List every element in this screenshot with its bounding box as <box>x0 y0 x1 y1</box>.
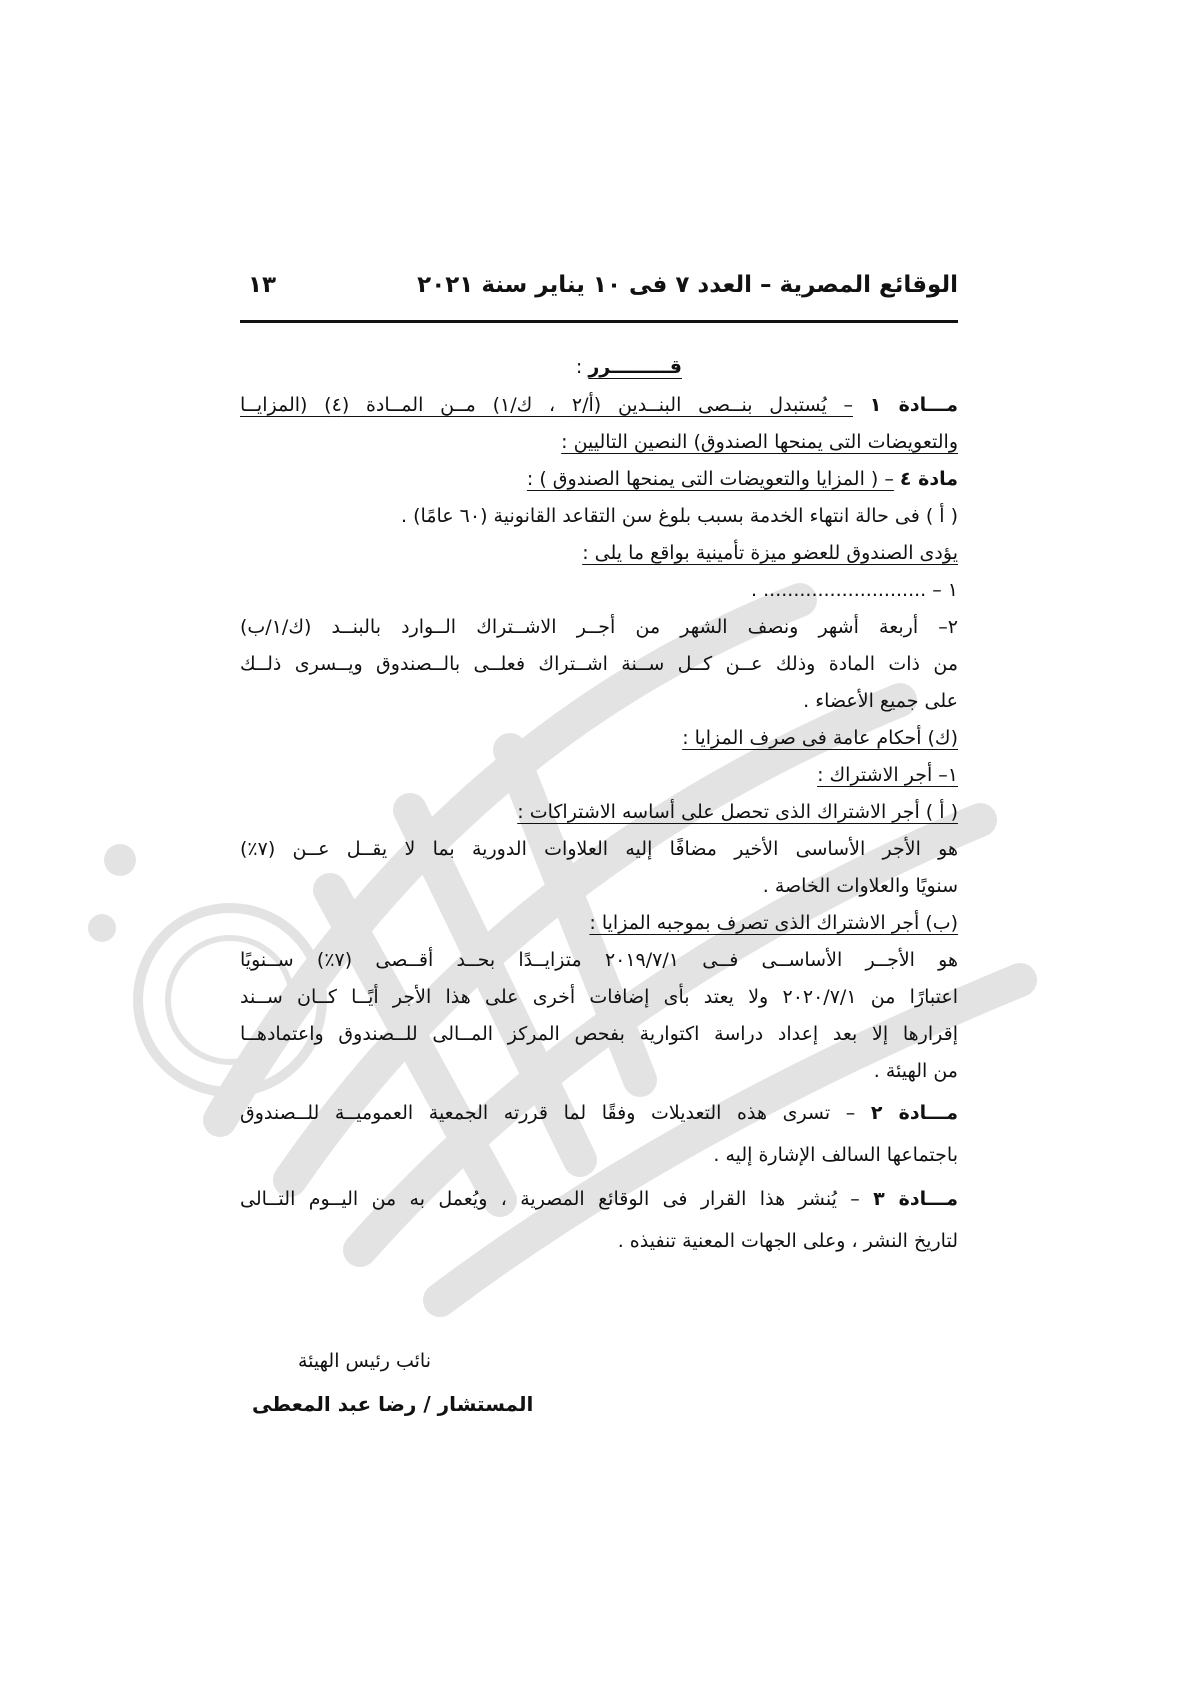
header-divider <box>240 320 958 323</box>
signature-title: نائب رئيس الهيئة <box>298 1350 431 1372</box>
k-clause-b-text-2: اعتبارًا من ٢٠٢٠/٧/١ ولا يعتد بأى إضافات أخرى على هذا الأجر أيًــا كــان ســند <box>240 986 959 1008</box>
k-clause-b-text-1: هو الأجــر الأساســى فــى ٢٠١٩/٧/١ متزايــدًا بحــد أقــصى (٧٪) ســنويًا <box>240 949 959 971</box>
article-3-line-2: لتاريخ النشر ، وعلى الجهات المعنية تنفيذه . <box>617 1230 958 1252</box>
article-1-line-2: والتعويضات التى يمنحها الصندوق) النصين التاليين : <box>561 431 958 453</box>
signature-name: المستشار / رضا عبد المعطى <box>252 1392 534 1416</box>
article-3-line-1: مـــادة ٣ – يُنشر هذا القرار فى الوقائع المصرية ، ويُعمل به من اليــوم التــالى <box>240 1188 958 1210</box>
k-item-1-line: ١– أجر الاشتراك : <box>817 764 958 786</box>
clause-a-benefit-line: يؤدى الصندوق للعضو ميزة تأمينية بواقع ما يلى : <box>582 542 958 564</box>
item-2-line-2: من ذات المادة وذلك عــن كــل ســنة اشــتراك فعلــى بالــصندوق ويــسرى ذلــك <box>240 653 958 675</box>
decision-heading: قـــــــــرر <box>588 356 682 378</box>
decision-heading-line <box>576 352 682 382</box>
k-clause-a-text-2: سنويًا والعلاوات الخاصة . <box>762 875 958 897</box>
k-clause-b-line: (ب) أجر الاشتراك الذى تصرف بموجبه المزايا : <box>589 912 958 934</box>
article-4-line <box>527 464 958 494</box>
article-1-text: – يُستبدل بنــصى البنــدين (أ/٢ ، ك/١) مــن المــادة (٤) (المزايــا <box>240 394 853 416</box>
page-header <box>240 272 958 318</box>
article-2-line-1: مـــادة ٢ – تسرى هذه التعديلات وفقًا لما قررته الجمعية العموميــة للــصندوق <box>240 1102 959 1124</box>
article-2-line-2: باجتماعها السالف الإشارة إليه . <box>713 1144 958 1166</box>
article-3-label: مـــادة ٣ <box>873 1188 958 1210</box>
page-number: ١٣ <box>248 272 277 298</box>
item-2-line-1: ٢– أربعة أشهر ونصف الشهر من أجــر الاشــتراك الــوارد بالبنــد (ك/١/ب) <box>240 616 958 638</box>
article-2-label: مـــادة ٢ <box>870 1102 959 1124</box>
item-2-line-3: على جميع الأعضاء . <box>803 690 958 712</box>
decision-heading-colon: : <box>575 356 583 378</box>
article-1-line-1 <box>240 390 958 420</box>
k-clause-a-text-1: هو الأجر الأساسى الأخير مضافًا إليه العلاوات الدورية بما لا يقــل عــن (٧٪) <box>240 838 958 860</box>
k-clause-b-text-3: إقرارها إلا بعد إعداد دراسة اكتوارية بفحص المركز المــالى للــصندوق واعتمادهــا <box>240 1023 958 1045</box>
article-4-title: – ( المزايا والتعويضات التى يمنحها الصندوق ) : <box>526 468 894 490</box>
k-clause-a-line: ( أ ) أجر الاشتراك الذى تحصل على أساسه الاشتراكات : <box>517 801 958 823</box>
item-1-line: ١ – ........................... . <box>751 579 958 601</box>
clause-k-line: (ك) أحكام عامة فى صرف المزايا : <box>682 727 958 749</box>
article-4-label: مادة ٤ <box>899 468 958 490</box>
clause-a-line: ( أ ) فى حالة انتهاء الخدمة بسبب بلوغ سن التقاعد القانونية (٦٠ عامًا) . <box>401 505 958 527</box>
k-clause-b-text-4: من الهيئة . <box>873 1060 958 1082</box>
article-1-label: مـــادة ١ <box>869 394 959 416</box>
gazette-header-title: الوقائع المصرية – العدد ٧ فى ١٠ يناير سنة ٢٠٢١ <box>417 272 958 298</box>
